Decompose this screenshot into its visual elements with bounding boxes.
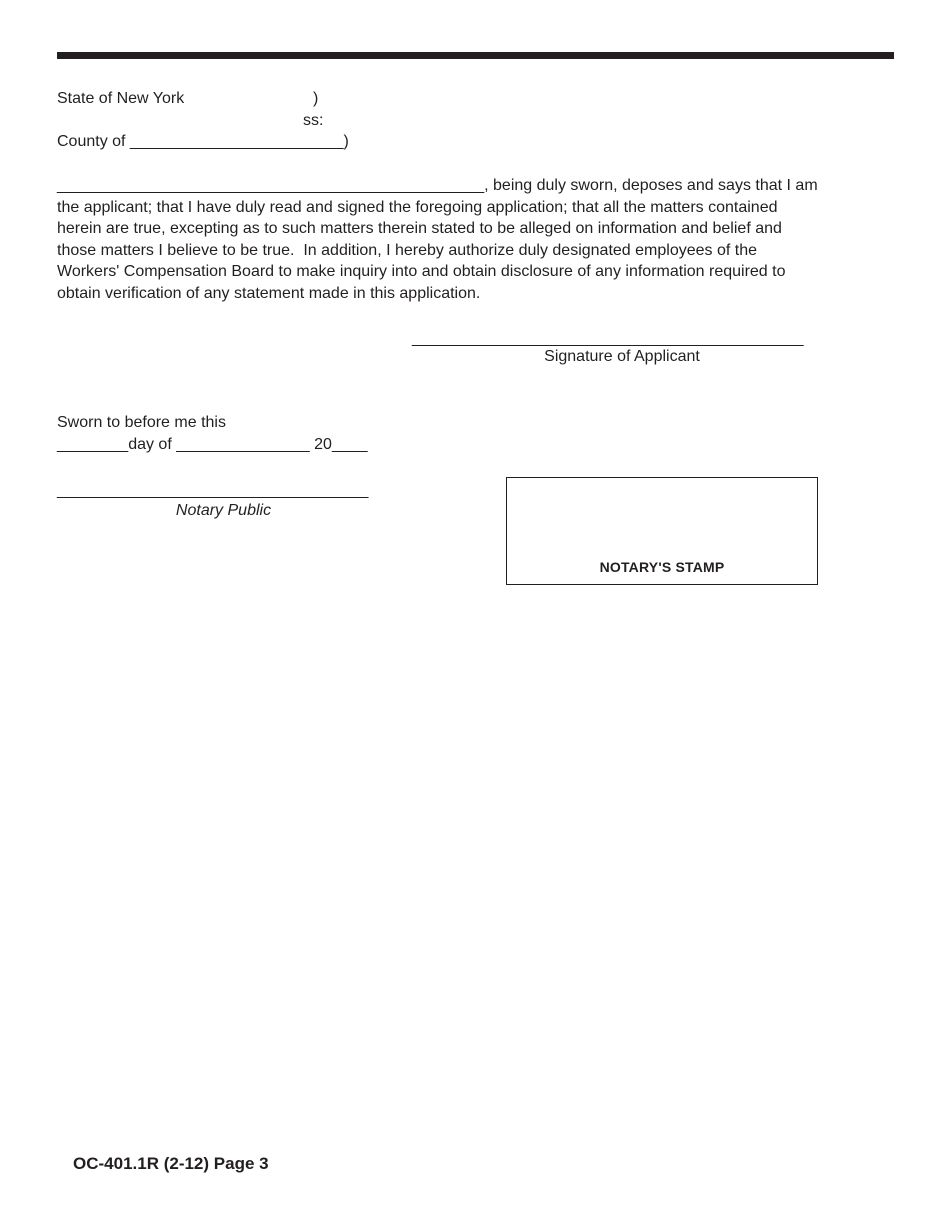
applicant-signature-line[interactable]: ____________________________________________ — [412, 330, 804, 347]
notary-stamp-box — [506, 477, 818, 585]
affidavit-paragraph — [57, 175, 887, 305]
affidavit-line-5: Workers' Compensation Board to make inquiry into and obtain disclosure of any information required to — [57, 263, 786, 281]
affidavit-line-4: those matters I believe to be true. In addition, I hereby authorize duly designated employees of the — [57, 241, 757, 259]
affidavit-line-1[interactable]: ________________________________________________, being duly sworn, deposes and says that I am — [57, 177, 818, 194]
affidavit-line-2: the applicant; that I have duly read and signed the foregoing application; that all the matters contained — [57, 198, 778, 216]
notary-public-label: Notary Public — [175, 502, 272, 519]
sworn-date-field[interactable]: ________day of _______________ 20____ — [57, 436, 368, 453]
county-field[interactable]: County of ________________________) — [57, 133, 349, 150]
sworn-label: Sworn to before me this — [57, 414, 226, 431]
affidavit-line-6: obtain verification of any statement made in this application. — [57, 284, 481, 302]
notary-signature-line[interactable]: ___________________________________ — [57, 482, 369, 499]
venue-bracket: ) — [313, 90, 319, 107]
state-label: State of New York — [57, 90, 185, 107]
applicant-signature-label: Signature of Applicant — [544, 348, 700, 365]
affidavit-line-3: herein are true, excepting as to such matters therein stated to be alleged on information and belief and — [57, 220, 782, 238]
form-page-id: OC-401.1R (2-12) Page 3 — [73, 1154, 269, 1173]
top-divider-bar — [57, 52, 894, 59]
ss-label: ss: — [303, 112, 324, 129]
notary-stamp-label: NOTARY'S STAMP — [599, 559, 725, 575]
